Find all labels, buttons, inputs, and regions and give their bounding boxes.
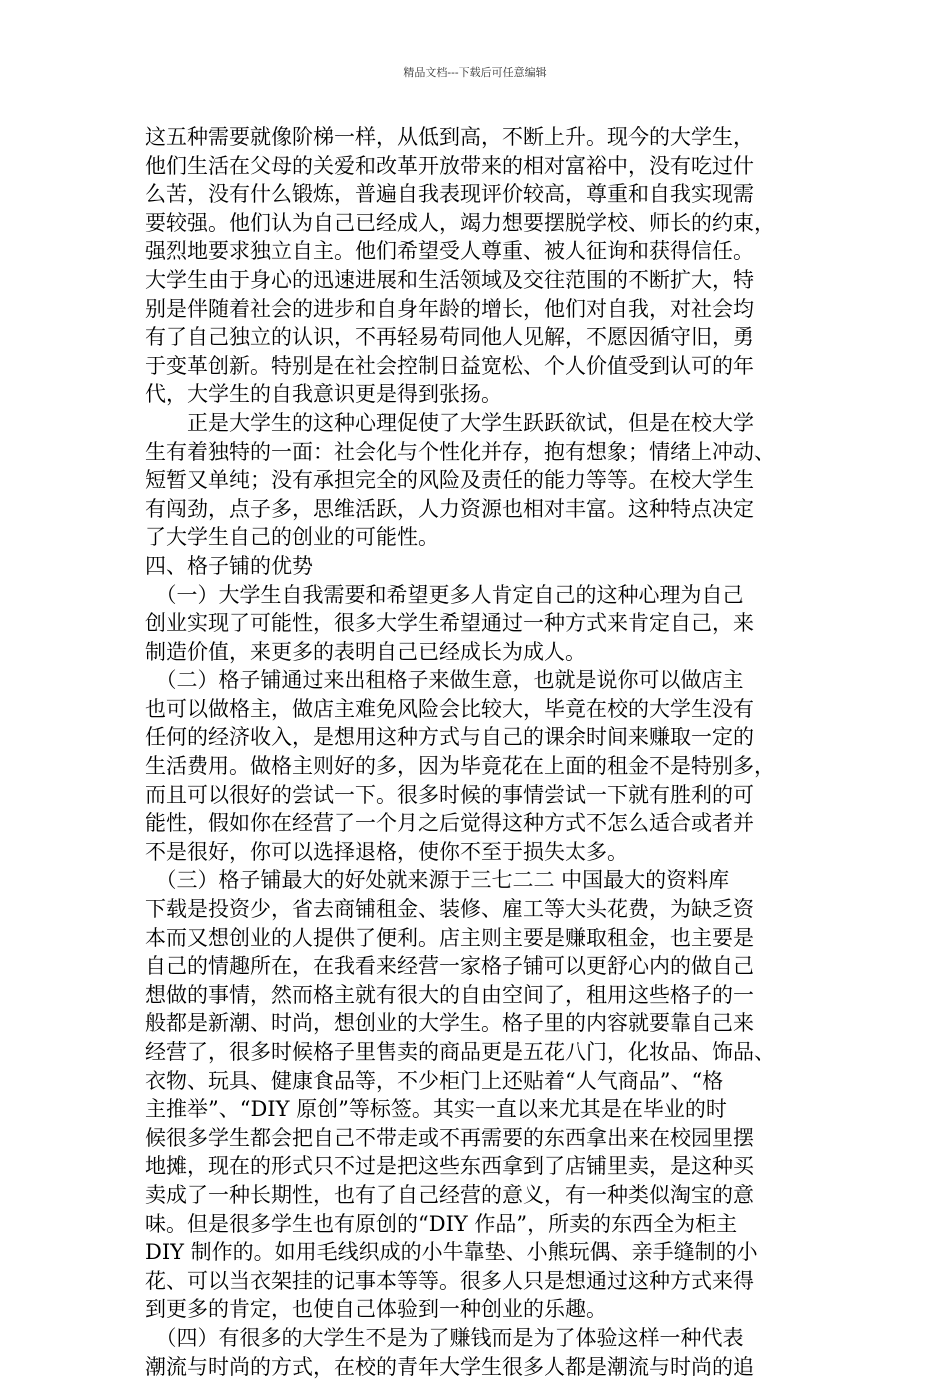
text-line: 代，大学生的自我意识更是得到张扬。 <box>145 382 502 407</box>
document-body <box>145 123 805 1381</box>
page-header: 精品文档---下载后可任意编辑 <box>403 66 547 79</box>
text-line: 他们生活在父母的关爱和改革开放带来的相对富裕中，没有吃过什 <box>145 153 754 178</box>
text-line: 这五种需要就像阶梯一样，从低到高，不断上升。现今的大学生， <box>145 125 754 149</box>
text-line: 别是伴随着社会的进步和自身年龄的增长，他们对自我，对社会均 <box>145 296 754 321</box>
text-line: 味。但是很多学生也有原创的“DIY 作品”，所卖的东西全为柜主 <box>145 1211 738 1236</box>
text-line: （四）有很多的大学生不是为了赚钱而是为了体验这样一种代表 <box>145 1325 744 1350</box>
text-line: 生活费用。做格主则好的多，因为毕竟花在上面的租金不是特别多， <box>145 754 775 779</box>
section-heading: 四、格子铺的优势 <box>145 553 313 578</box>
text-line: 本而又想创业的人提供了便利。店主则主要是赚取租金，也主要是 <box>145 925 754 950</box>
text-line: 生有着独特的一面：社会化与个性化并存，抱有想象；情绪上冲动、 <box>145 439 775 464</box>
text-line: DIY 制作的。如用毛线织成的小牛靠垫、小熊玩偶、亲手缝制的小 <box>145 1240 758 1265</box>
text-line: 了大学生自己的创业的可能性。 <box>145 525 439 550</box>
text-line: 衣物、玩具、健康食品等，不少柜门上还贴着“人气商品”、“格 <box>145 1068 724 1093</box>
text-line: 有闯劲，点子多，思维活跃，人力资源也相对丰富。这种特点决定 <box>145 496 754 521</box>
text-line: 而且可以很好的尝试一下。很多时候的事情尝试一下就有胜利的可 <box>145 782 754 807</box>
text-line: 正是大学生的这种心理促使了大学生跃跃欲试，但是在校大学 <box>145 410 754 435</box>
text-line: 花、可以当衣架挂的记事本等等。很多人只是想通过这种方式来得 <box>145 1268 754 1293</box>
text-line: 到更多的肯定，也使自己体验到一种创业的乐趣。 <box>145 1297 607 1322</box>
text-line: 有了自己独立的认识，不再轻易苟同他人见解，不愿因循守旧，勇 <box>145 325 754 350</box>
text-line: 地摊，现在的形式只不过是把这些东西拿到了店铺里卖，是这种买 <box>145 1154 754 1179</box>
text-line: 制造价值，来更多的表明自己已经成长为成人。 <box>145 639 586 664</box>
text-line: 候很多学生都会把自己不带走或不再需要的东西拿出来在校园里摆 <box>145 1125 754 1150</box>
text-line: 想做的事情，然而格主就有很大的自由空间了，租用这些格子的一 <box>145 982 754 1007</box>
text-line: 创业实现了可能性，很多大学生希望通过一种方式来肯定自己，来 <box>145 611 754 636</box>
text-line: （一）大学生自我需要和希望更多人肯定自己的这种心理为自己 <box>145 582 744 607</box>
text-line: 强烈地要求独立自主。他们希望受人尊重、被人征询和获得信任。 <box>145 239 754 264</box>
text-line: 潮流与时尚的方式，在校的青年大学生很多人都是潮流与时尚的追 <box>145 1354 754 1379</box>
text-line: 主推举”、“DIY 原创”等标签。其实一直以来尤其是在毕业的时 <box>145 1097 727 1122</box>
text-line: 自己的情趣所在，在我看来经营一家格子铺可以更舒心内的做自己 <box>145 954 754 979</box>
text-line: 任何的经济收入，是想用这种方式与自己的课余时间来赚取一定的 <box>145 725 754 750</box>
text-line: （二）格子铺通过来出租格子来做生意，也就是说你可以做店主 <box>145 668 744 693</box>
text-line: 般都是新潮、时尚，想创业的大学生。格子里的内容就要靠自己来 <box>145 1011 754 1036</box>
text-line: 于变革创新。特别是在社会控制日益宽松、个人价值受到认可的年 <box>145 353 754 378</box>
text-line: 也可以做格主，做店主难免风险会比较大，毕竟在校的大学生没有 <box>145 696 754 721</box>
text-line: 么苦，没有什么锻炼，普遍自我表现评价较高，尊重和自我实现需 <box>145 182 754 207</box>
text-line: 卖成了一种长期性，也有了自己经营的意义，有一种类似淘宝的意 <box>145 1182 754 1207</box>
text-line: （三）格子铺最大的好处就来源于三七二二 中国最大的资料库 <box>145 868 730 893</box>
text-line: 短暂又单纯；没有承担完全的风险及责任的能力等等。在校大学生 <box>145 468 754 493</box>
text-line: 能性，假如你在经营了一个月之后觉得这种方式不怎么适合或者并 <box>145 811 754 836</box>
text-line: 经营了，很多时候格子里售卖的商品更是五花八门，化妆品、饰品、 <box>145 1040 775 1064</box>
text-line: 大学生由于身心的迅速进展和生活领域及交往范围的不断扩大，特 <box>145 267 754 292</box>
text-line: 不是很好，你可以选择退格，使你不至于损失太多。 <box>145 839 628 864</box>
text-line: 要较强。他们认为自己已经成人，竭力想要摆脱学校、师长的约束， <box>145 210 775 235</box>
text-line: 下载是投资少，省去商铺租金、装修、雇工等大头花费，为缺乏资 <box>145 897 754 922</box>
